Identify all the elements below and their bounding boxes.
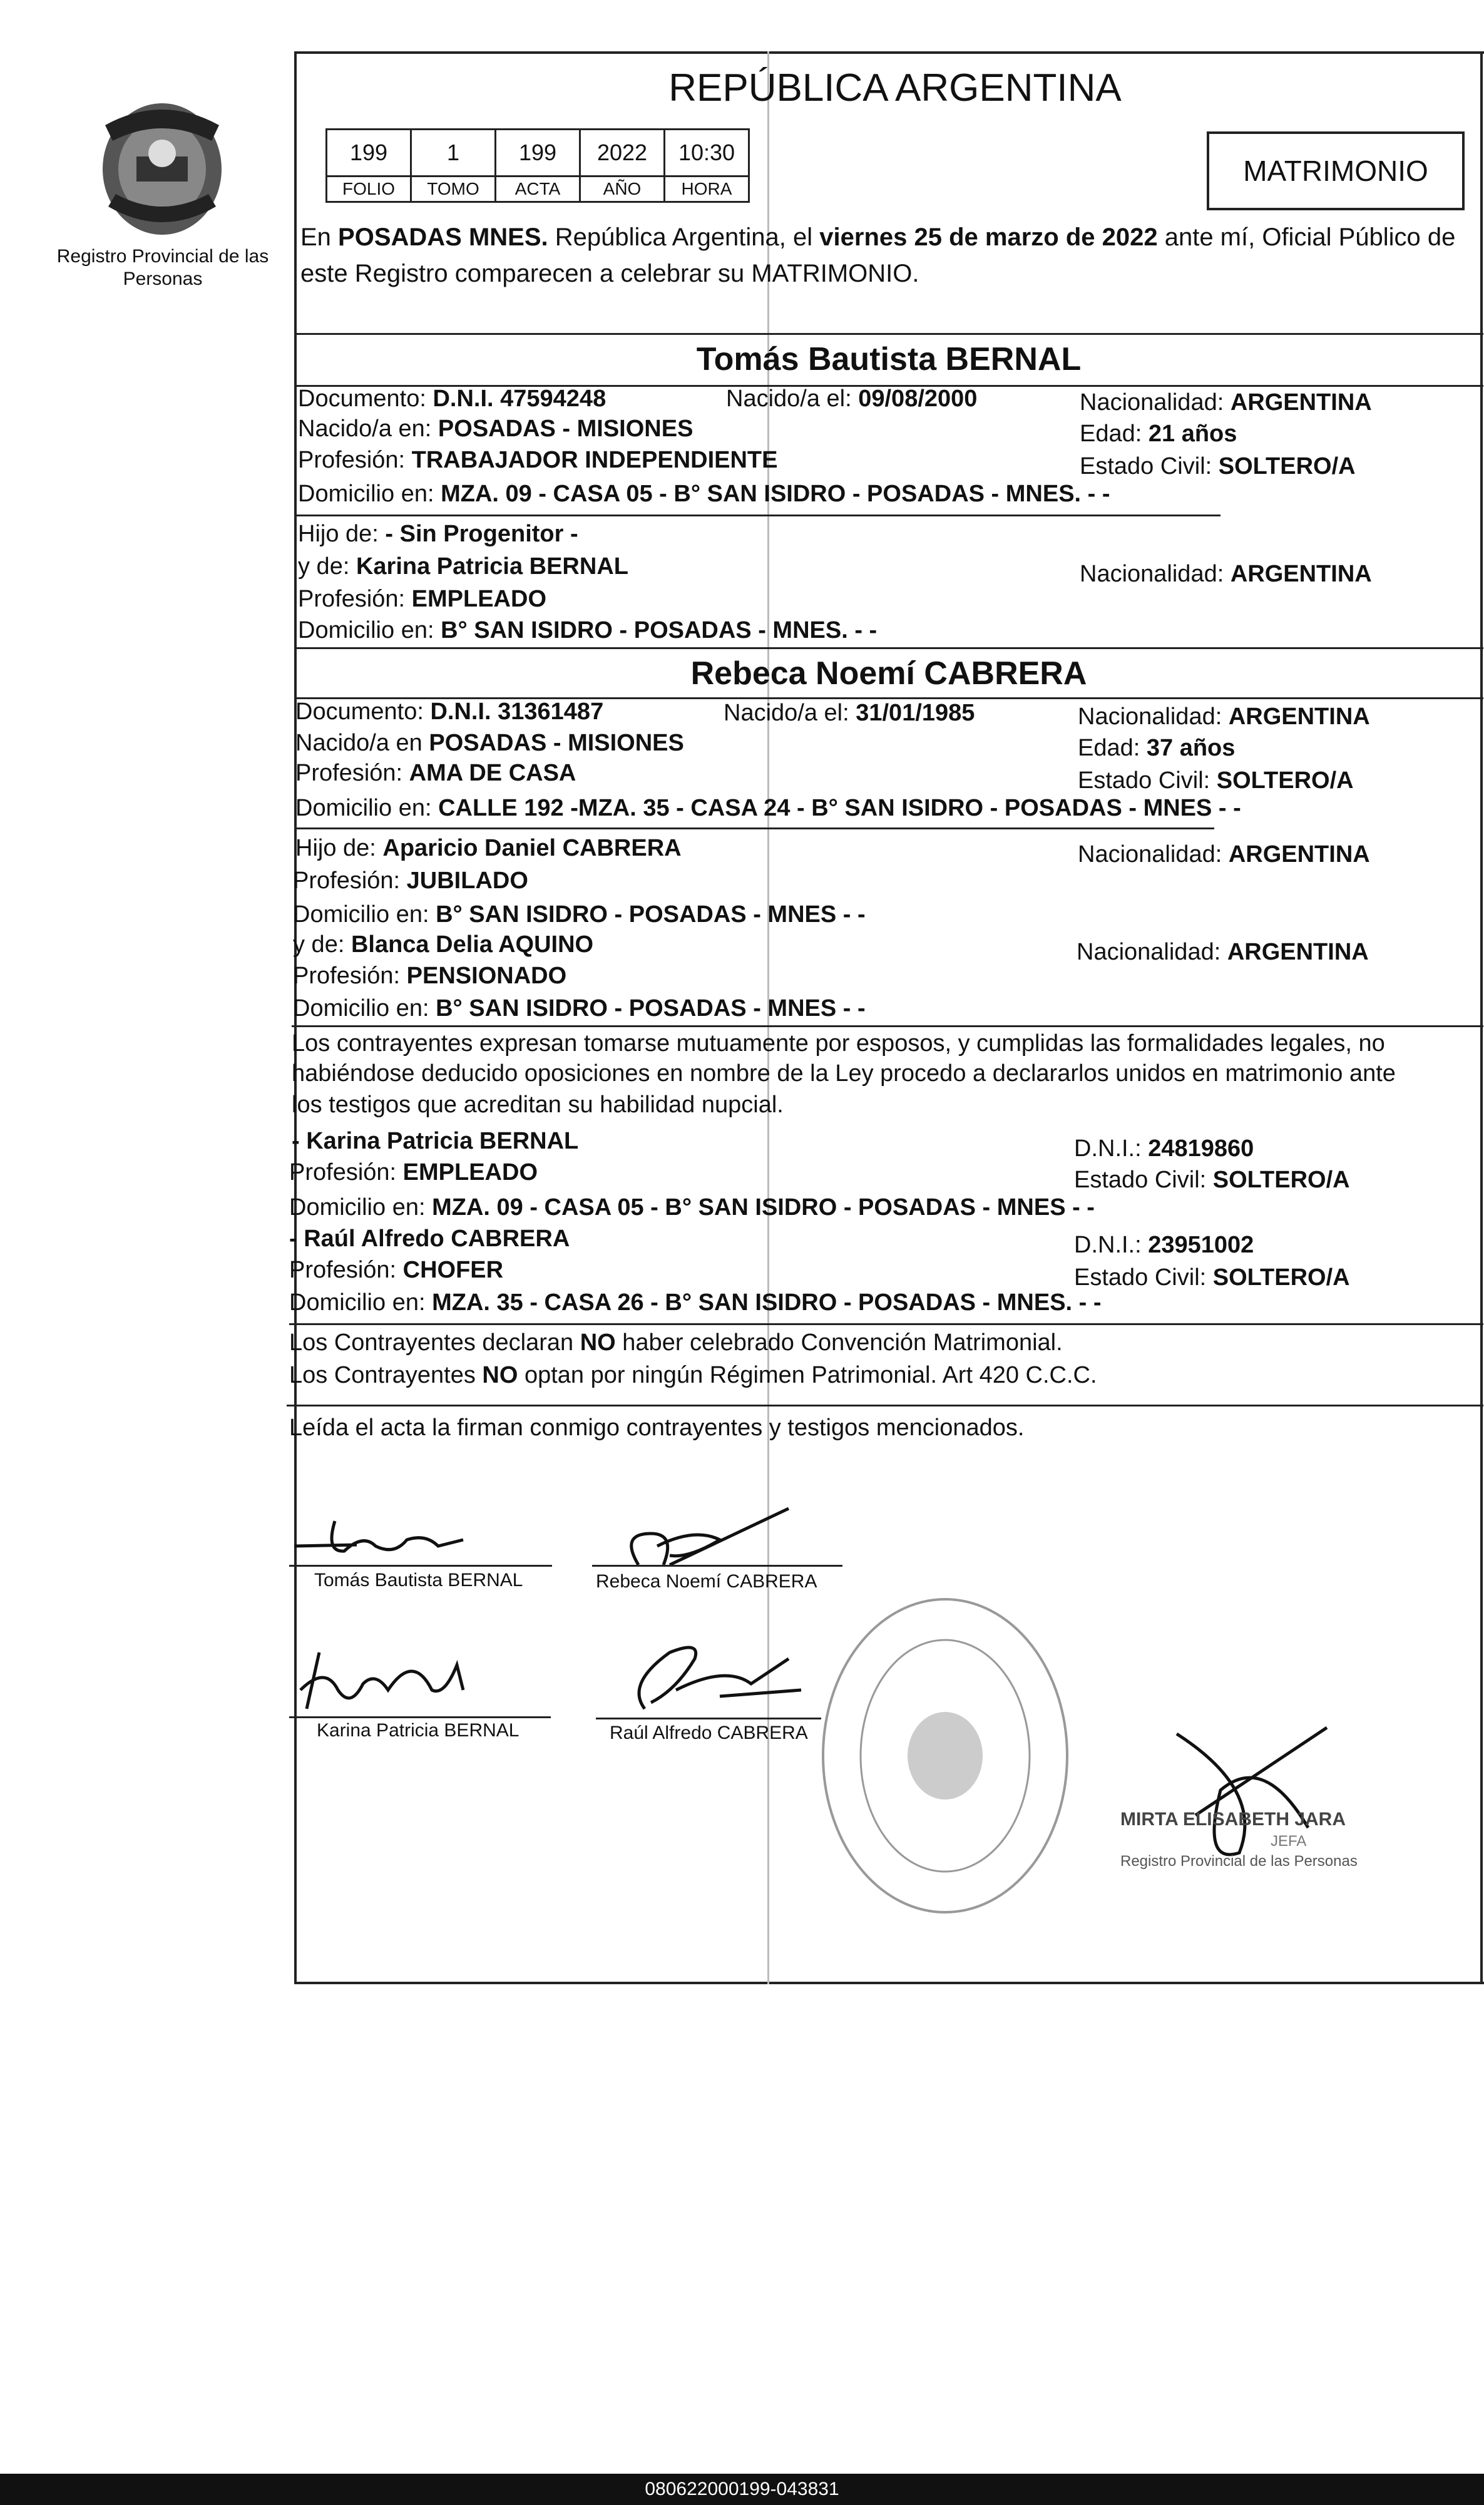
bride-dom: Domicilio en: CALLE 192 -MZA. 35 - CASA 24 - B° SAN ISIDRO - POSADAS - MNES - - bbox=[295, 795, 1241, 821]
signature-label-witness-2: Raúl Alfredo CABRERA bbox=[610, 1723, 808, 1743]
anio-label: AÑO bbox=[580, 177, 665, 202]
signature-witness-1 bbox=[288, 1640, 526, 1721]
bride-nat: Nacionalidad: ARGENTINA bbox=[1078, 704, 1370, 730]
signature-groom bbox=[288, 1496, 557, 1571]
frame-right-border bbox=[1480, 51, 1483, 1984]
anio-value: 2022 bbox=[580, 130, 665, 177]
witness-1-prof: Profesión: EMPLEADO bbox=[289, 1159, 538, 1186]
divider bbox=[294, 827, 1214, 829]
groom-doc: Documento: D.N.I. 47594248 bbox=[298, 386, 606, 412]
groom-born: Nacido/a el: 09/08/2000 bbox=[726, 386, 978, 412]
bride-mother-prof: Profesión: PENSIONADO bbox=[293, 963, 567, 989]
bride-doc: Documento: D.N.I. 31361487 bbox=[295, 699, 604, 725]
intro-paragraph: En POSADAS MNES. República Argentina, el viernes 25 de marzo de 2022 ante mí, Oficial Público de este Registro comparecen a celebrar su MATRIMONIO. bbox=[300, 223, 1456, 287]
witness-1-name: - Karina Patricia BERNAL bbox=[292, 1128, 579, 1154]
witness-2-prof: Profesión: CHOFER bbox=[289, 1257, 504, 1283]
declaration-line-1: Los contrayentes expresan tomarse mutuamente por esposos, y cumplidas las formalidades legales, no bbox=[292, 1030, 1385, 1057]
signature-bride bbox=[595, 1496, 801, 1584]
signature-line bbox=[289, 1716, 551, 1718]
groom-mother: y de: Karina Patricia BERNAL bbox=[298, 553, 628, 580]
witness-2-dom: Domicilio en: MZA. 35 - CASA 26 - B° SAN ISIDRO - POSADAS - MNES. - - bbox=[289, 1289, 1102, 1316]
groom-dom: Domicilio en: MZA. 09 - CASA 05 - B° SAN ISIDRO - POSADAS - MNES. - - bbox=[298, 481, 1110, 507]
closing-text: Leída el acta la firman conmigo contrayentes y testigos mencionados. bbox=[289, 1415, 1025, 1441]
signature-label-witness-1: Karina Patricia BERNAL bbox=[317, 1720, 519, 1741]
bride-father-dom: Domicilio en: B° SAN ISIDRO - POSADAS - MNES - - bbox=[293, 901, 866, 928]
bride-mother-nat: Nacionalidad: ARGENTINA bbox=[1077, 939, 1369, 965]
groom-prof: Profesión: TRABAJADOR INDEPENDIENTE bbox=[298, 447, 778, 473]
act-type-box: MATRIMONIO bbox=[1207, 131, 1465, 210]
signature-witness-2 bbox=[601, 1627, 807, 1721]
bride-civil: Estado Civil: SOLTERO/A bbox=[1078, 767, 1354, 794]
official-title: JEFA bbox=[1271, 1833, 1307, 1850]
bride-mother: y de: Blanca Delia AQUINO bbox=[293, 931, 594, 958]
convention-line-1: Los Contrayentes declaran NO haber celebrado Convención Matrimonial. bbox=[289, 1329, 1063, 1356]
acta-label: ACTA bbox=[496, 177, 580, 202]
witness-1-dni: D.N.I.: 24819860 bbox=[1074, 1135, 1254, 1162]
witness-2-civil: Estado Civil: SOLTERO/A bbox=[1074, 1264, 1350, 1291]
groom-mother-dom: Domicilio en: B° SAN ISIDRO - POSADAS - MNES. - - bbox=[298, 617, 878, 643]
bride-born: Nacido/a el: 31/01/1985 bbox=[724, 700, 975, 726]
bride-mother-dom: Domicilio en: B° SAN ISIDRO - POSADAS - MNES - - bbox=[293, 995, 866, 1022]
registry-stamp bbox=[814, 1590, 1077, 1922]
groom-place: Nacido/a en: POSADAS - MISIONES bbox=[298, 416, 693, 442]
bride-father-nat: Nacionalidad: ARGENTINA bbox=[1078, 841, 1370, 868]
declaration-line-3: los testigos que acreditan su habilidad nupcial. bbox=[292, 1092, 784, 1118]
witness-2-name: - Raúl Alfredo CABRERA bbox=[289, 1226, 570, 1252]
divider bbox=[289, 1323, 1483, 1325]
bride-father-prof: Profesión: JUBILADO bbox=[293, 868, 528, 894]
groom-age: Edad: 21 años bbox=[1080, 421, 1237, 447]
divider bbox=[294, 333, 1483, 335]
witness-2-dni: D.N.I.: 23951002 bbox=[1074, 1232, 1254, 1258]
signature-line bbox=[592, 1565, 842, 1567]
signature-label-bride: Rebeca Noemí CABRERA bbox=[596, 1571, 817, 1592]
groom-mother-prof: Profesión: EMPLEADO bbox=[298, 586, 547, 612]
groom-nat: Nacionalidad: ARGENTINA bbox=[1080, 389, 1372, 416]
divider bbox=[294, 647, 1483, 649]
official-org: Registro Provincial de las Personas bbox=[1120, 1853, 1358, 1870]
groom-civil: Estado Civil: SOLTERO/A bbox=[1080, 453, 1356, 479]
document-title: REPÚBLICA ARGENTINA bbox=[668, 66, 1122, 110]
groom-mother-nat: Nacionalidad: ARGENTINA bbox=[1080, 561, 1372, 587]
groom-name: Tomás Bautista BERNAL bbox=[696, 341, 1082, 377]
groom-father: Hijo de: - Sin Progenitor - bbox=[298, 521, 578, 547]
declaration-line-2: habiéndose deducido oposiciones en nombre de la Ley procedo a declararlos unidos en matrimonio ante bbox=[292, 1060, 1396, 1087]
barcode-strip: 080622000199-043831 bbox=[0, 2474, 1484, 2505]
misiones-coat-of-arms-logo bbox=[80, 81, 244, 244]
folio-value: 199 bbox=[327, 130, 411, 177]
signature-label-groom: Tomás Bautista BERNAL bbox=[314, 1570, 523, 1591]
official-name: MIRTA ELISABETH JARA bbox=[1120, 1809, 1346, 1830]
bride-father: Hijo de: Aparicio Daniel CABRERA bbox=[295, 835, 682, 861]
hora-label: HORA bbox=[665, 177, 749, 202]
bride-name: Rebeca Noemí CABRERA bbox=[690, 655, 1087, 692]
divider bbox=[287, 1405, 1483, 1406]
bride-place: Nacido/a en POSADAS - MISIONES bbox=[295, 730, 684, 756]
logo-caption: Registro Provincial de las Personas bbox=[56, 246, 269, 289]
registry-table bbox=[325, 128, 750, 203]
convention-line-2: Los Contrayentes NO optan por ningún Régimen Patrimonial. Art 420 C.C.C. bbox=[289, 1362, 1097, 1388]
tomo-value: 1 bbox=[411, 130, 496, 177]
hora-value: 10:30 bbox=[665, 130, 749, 177]
signature-line bbox=[596, 1718, 821, 1719]
divider bbox=[294, 515, 1220, 516]
divider bbox=[292, 1025, 1483, 1027]
witness-1-civil: Estado Civil: SOLTERO/A bbox=[1074, 1167, 1350, 1193]
acta-value: 199 bbox=[496, 130, 580, 177]
tomo-label: TOMO bbox=[411, 177, 496, 202]
witness-1-dom: Domicilio en: MZA. 09 - CASA 05 - B° SAN ISIDRO - POSADAS - MNES - - bbox=[289, 1194, 1095, 1221]
folio-label: FOLIO bbox=[327, 177, 411, 202]
signature-line bbox=[289, 1565, 552, 1567]
bride-prof: Profesión: AMA DE CASA bbox=[295, 760, 576, 786]
bride-age: Edad: 37 años bbox=[1078, 735, 1236, 761]
